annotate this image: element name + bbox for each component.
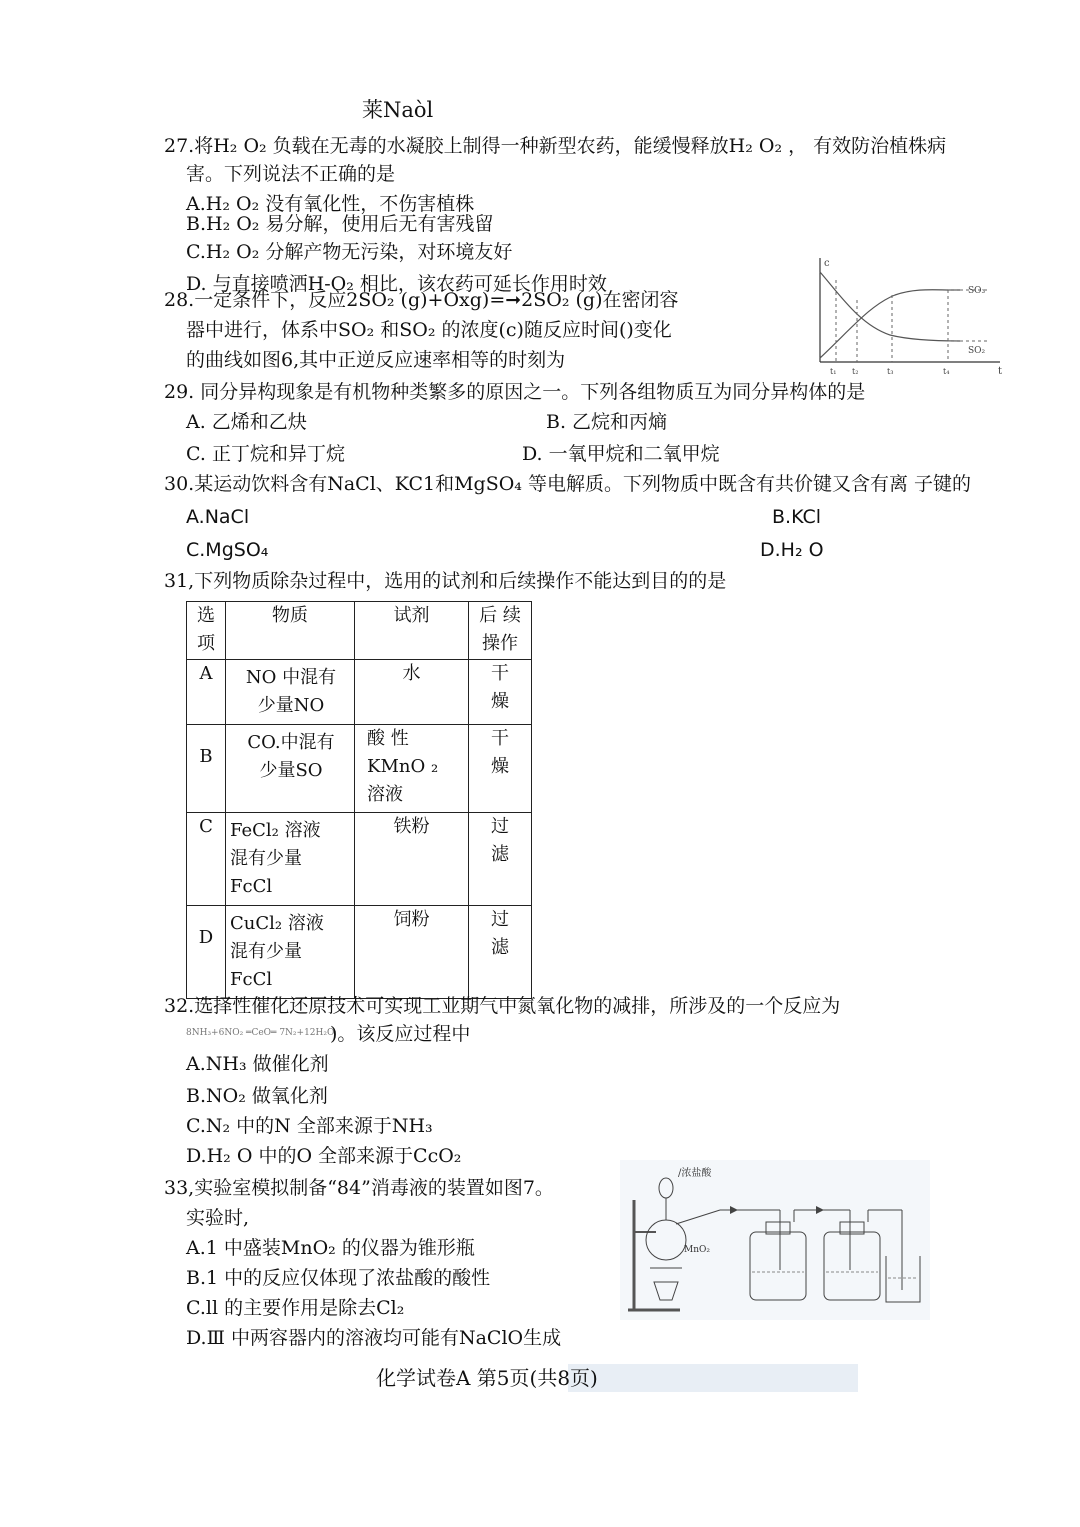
header-option-text: 选 项 [197,605,215,654]
row-b-substance [226,725,355,813]
q27-option-a: A.H₂ O₂ 没有氧化性，不伤害植株 [186,193,475,215]
q27-option-b: B.H₂ O₂ 易分解，使用后无有害残留 [186,213,494,235]
row-b-operation-text: 干 燥 [491,728,509,777]
row-d-substance-text: CuCl₂ 溶液 混有少量 FcCl [230,913,324,990]
table-row [187,813,532,906]
q31-stem: 31,下列物质除杂过程中，选用的试剂和后续操作不能达到目的的是 [164,570,727,592]
series-label-so3: SO₃ [968,286,986,296]
q32-stem: 32.选择性催化还原技术可实现工业期气中氮氧化物的减排，所涉及的一个反应为 [164,995,841,1017]
row-a-operation [469,660,532,725]
row-d-operation [469,906,532,999]
row-a-substance [226,660,355,725]
row-c-substance-text: FeCl₂ 溶液 混有少量 FcCl [230,820,321,897]
concentration-time-graph [800,250,1010,380]
row-c-reagent [355,813,469,906]
figure-background [620,1160,930,1320]
q29-option-a: A. 乙烯和乙炔 [186,411,307,433]
header-operation [469,602,532,660]
row-b-option [187,725,226,813]
header-reagent-text: 试剂 [393,605,430,626]
tick-t3: t₃ [887,367,894,376]
row-d-option [187,906,226,999]
row-a-option [187,660,226,725]
q32-option-d: D.H₂ O 中的O 全部来源于CcO₂ [186,1145,462,1167]
table-row [187,906,532,999]
q27-stem-line1: 27.将H₂ O₂ 负载在无毒的水凝胶上制得一种新型农药，能缓慢释放H₂ O₂ ， 有效防治植株病 [164,135,947,157]
q30-option-a: A.NaCl [186,506,250,528]
acid-label: /浓盐酸 [678,1168,712,1179]
header-reagent [355,602,469,660]
q30-option-b: B.KCl [772,506,822,528]
row-c-operation [469,813,532,906]
q29-stem: 29. 同分异构现象是有机物种类繁多的原因之一。下列各组物质互为同分异构体的是 [164,381,866,403]
q28-stem-line3: 的曲线如图6,其中正逆反应速率相等的时刻为 [186,349,566,371]
row-d-option-text: D [198,927,214,948]
q30-option-c: C.MgSO₄ [186,539,269,561]
row-b-reagent [355,725,469,813]
header-substance [226,602,355,660]
q27-option-c: C.H₂ O₂ 分解产物无污染，对环境友好 [186,241,513,263]
row-d-operation-text: 过 滤 [491,909,509,958]
row-c-reagent-text: 铁粉 [393,816,430,837]
y-axis-label: c [824,258,830,269]
q32-equation: 8NH₃+6NO₂ ═CeO═ 7N₂+12H₂O [186,1028,335,1038]
q29-option-c: C. 正丁烷和异丁烷 [186,443,345,465]
row-a-reagent [355,660,469,725]
q30-option-d: D.H₂ O [760,539,824,561]
impurity-removal-table [186,601,532,999]
row-b-substance-text: CO.中混有 少量SO [247,732,335,781]
so3-curve [820,290,960,358]
tick-t4: t₄ [943,367,950,376]
q28-stem-line1: 28.一定条件下，反应2SO₂ (g)+Oxg)=➞2SO₂ (g)在密闭容 [164,289,679,311]
chlorine-apparatus-figure [620,1160,930,1320]
tick-t2: t₂ [852,367,859,376]
row-d-reagent-text: 饲粉 [393,909,430,930]
header-stamp: 莱Naòl [362,98,434,122]
q33-option-b: B.1 中的反应仅体现了浓盐酸的酸性 [186,1267,491,1289]
row-b-reagent-text: 酸 性 KMnO ₂ 溶液 [367,728,439,805]
q32-stem-tail: )。该反应过程中 [330,1023,471,1045]
table-header-row [187,602,532,660]
tick-t1: t₁ [830,367,837,376]
q28-stem-line2: 器中进行，体系中SO₂ 和SO₂ 的浓度(c)随反应时间()变化 [186,319,672,341]
q29-option-d: D. 一氧甲烷和二氧甲烷 [522,443,720,465]
row-b-operation [469,725,532,813]
q30-stem: 30.某运动饮料含有NaCl、KC1和MgSO₄ 等电解质。下列物质中既含有共价键又含有离 子键的 [164,473,972,495]
page-footer: 化学试卷A 第5页(共8页) [376,1366,598,1390]
so2-curve [820,272,960,341]
q33-stem-line2: 实验时, [186,1207,250,1229]
row-c-option [187,813,226,906]
row-c-operation-text: 过 滤 [491,816,509,865]
mno2-label: MnO₂ [684,1245,710,1255]
table-row [187,725,532,813]
q33-option-c: C.ll 的主要作用是除去Cl₂ [186,1297,405,1319]
series-label-so2: SO₂ [968,346,986,356]
row-a-operation-text: 干 燥 [491,663,509,712]
row-c-option-text: C [199,816,213,837]
header-substance-text: 物质 [272,605,308,626]
row-a-reagent-text: 水 [402,663,421,684]
header-option [187,602,226,660]
q29-option-b: B. 乙烷和丙熵 [546,411,668,433]
header-operation-text: 后 续 操作 [479,605,521,654]
footer-highlight [568,1364,858,1392]
row-a-option-text: A [199,663,213,684]
q33-option-a: A.1 中盛装MnO₂ 的仪器为锥形瓶 [186,1237,475,1259]
row-d-reagent [355,906,469,999]
q27-option-d: D. 与直接喷洒H-O₂ 相比，该农药可延长作用时效 [186,273,607,295]
row-b-option-text: B [199,746,213,767]
q33-stem-line1: 33,实验室模拟制备“84”消毒液的装置如图7。 [164,1177,554,1199]
row-a-substance-text: NO 中混有 少量NO [245,667,337,716]
q32-option-c: C.N₂ 中的N 全部来源于NH₃ [186,1115,433,1137]
row-c-substance [226,813,355,906]
table-row [187,660,532,725]
q27-stem-line2: 害。下列说法不正确的是 [186,163,396,185]
x-axis-label: t [998,366,1003,377]
q33-option-d: D.Ⅲ 中两容器内的溶液均可能有NaClO生成 [186,1327,562,1349]
q32-option-b: B.NO₂ 做氧化剂 [186,1085,328,1107]
q32-option-a: A.NH₃ 做催化剂 [186,1053,329,1075]
row-d-substance [226,906,355,999]
